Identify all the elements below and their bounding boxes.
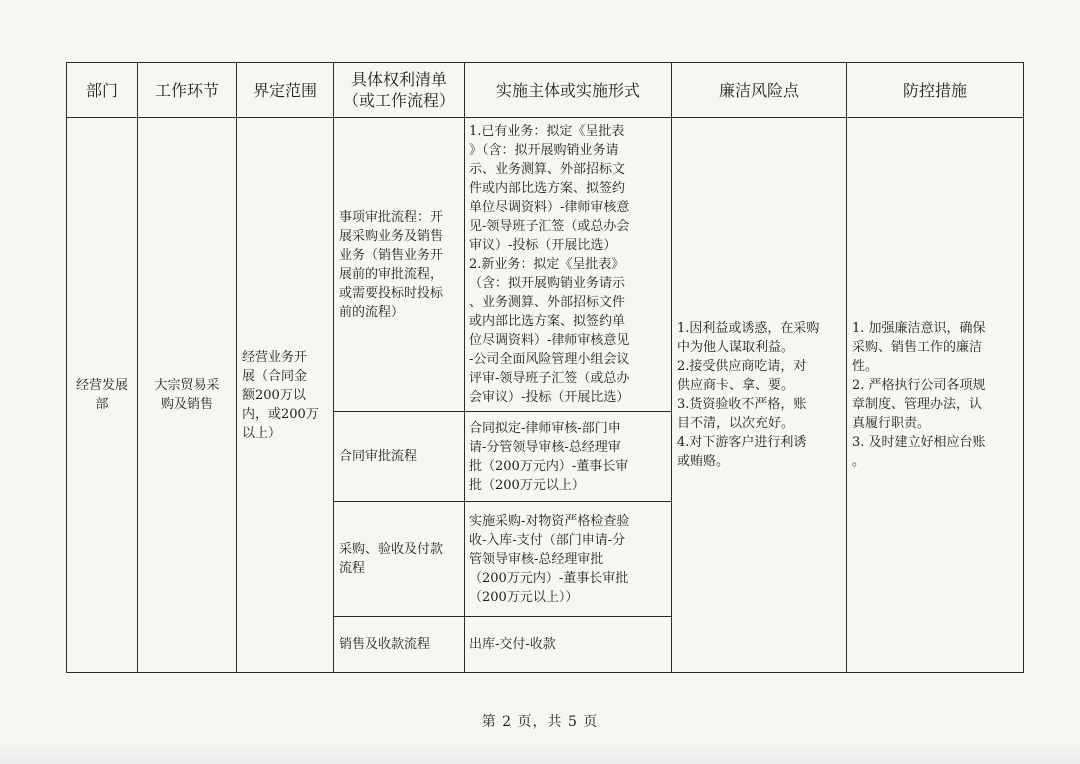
dept-cell: 经营发展 部 xyxy=(67,118,138,673)
stage-cell: 大宗贸易采 购及销售 xyxy=(138,118,237,673)
risk-cell: 1.因利益或诱惑，在采购 中为他人谋取利益。 2.接受供应商吃请，对 供应商卡、拿、要。 3.货资验收不严格，账 目不清，以次充好。 4.对下游客户进行利诱 或贿赂。 xyxy=(672,118,847,673)
scope-cell: 经营业务开 展（合同金 额200万以 内，或200万 以上） xyxy=(237,118,334,673)
header-risk: 廉洁风险点 xyxy=(672,63,847,118)
subject-cell: 合同拟定-律师审核-部门申 请-分管领导审核-总经理审 批（200万元内）-董事长审 批（200万元以上） xyxy=(465,412,672,502)
subject-cell: 出库-交付-收款 xyxy=(465,617,672,673)
integrity-risk-table xyxy=(66,62,1024,673)
header-stage: 工作环节 xyxy=(138,63,237,118)
header-control: 防控措施 xyxy=(847,63,1024,118)
rights-cell: 合同审批流程 xyxy=(334,412,465,502)
page-number: 第 2 页，共 5 页 xyxy=(481,714,599,730)
header-subject: 实施主体或实施形式 xyxy=(465,63,672,118)
rights-cell: 销售及收款流程 xyxy=(334,617,465,673)
rights-cell: 事项审批流程：开 展采购业务及销售 业务（销售业务开 展前的审批流程， 或需要投标时投标 前的流程） xyxy=(334,118,465,412)
table-row xyxy=(67,118,1024,412)
control-cell: 1. 加强廉洁意识，确保 采购、销售工作的廉洁 性。 2. 严格执行公司各项规 章制度、管理办法，认 真履行职责。 3. 及时建立好相应台账 。 xyxy=(847,118,1024,673)
header-rights: 具体权利清单 （或工作流程） xyxy=(334,63,465,118)
subject-cell: 实施采购-对物资严格检查验 收-入库-支付（部门申请-分 管领导审核-总经理审批 （200万元内）-董事长审批 （200万元以上）） xyxy=(465,502,672,617)
table-header-row xyxy=(67,63,1024,118)
header-scope: 界定范围 xyxy=(237,63,334,118)
rights-cell: 采购、验收及付款 流程 xyxy=(334,502,465,617)
subject-cell: 1.已有业务：拟定《呈批表 》（含：拟开展购销业务请 示、业务测算、外部招标文 件或内部比选方案、拟签约 单位尽调资料）-律师审核意 见-领导班子汇签（或总办会 审议）-投标（开展比选） 2.新业务：拟定《呈批表》 （含：拟开展购销业务请示 、业务测算、外部招标文件 或内部比选方案、拟签约单 位尽调资料）-律师审核意见 -公司全面风险管理小组会议 评审-领导班子汇签（或总办 会审议）-投标（开展比选） xyxy=(465,118,672,412)
header-dept: 部门 xyxy=(67,63,138,118)
scan-edge xyxy=(0,740,1080,764)
